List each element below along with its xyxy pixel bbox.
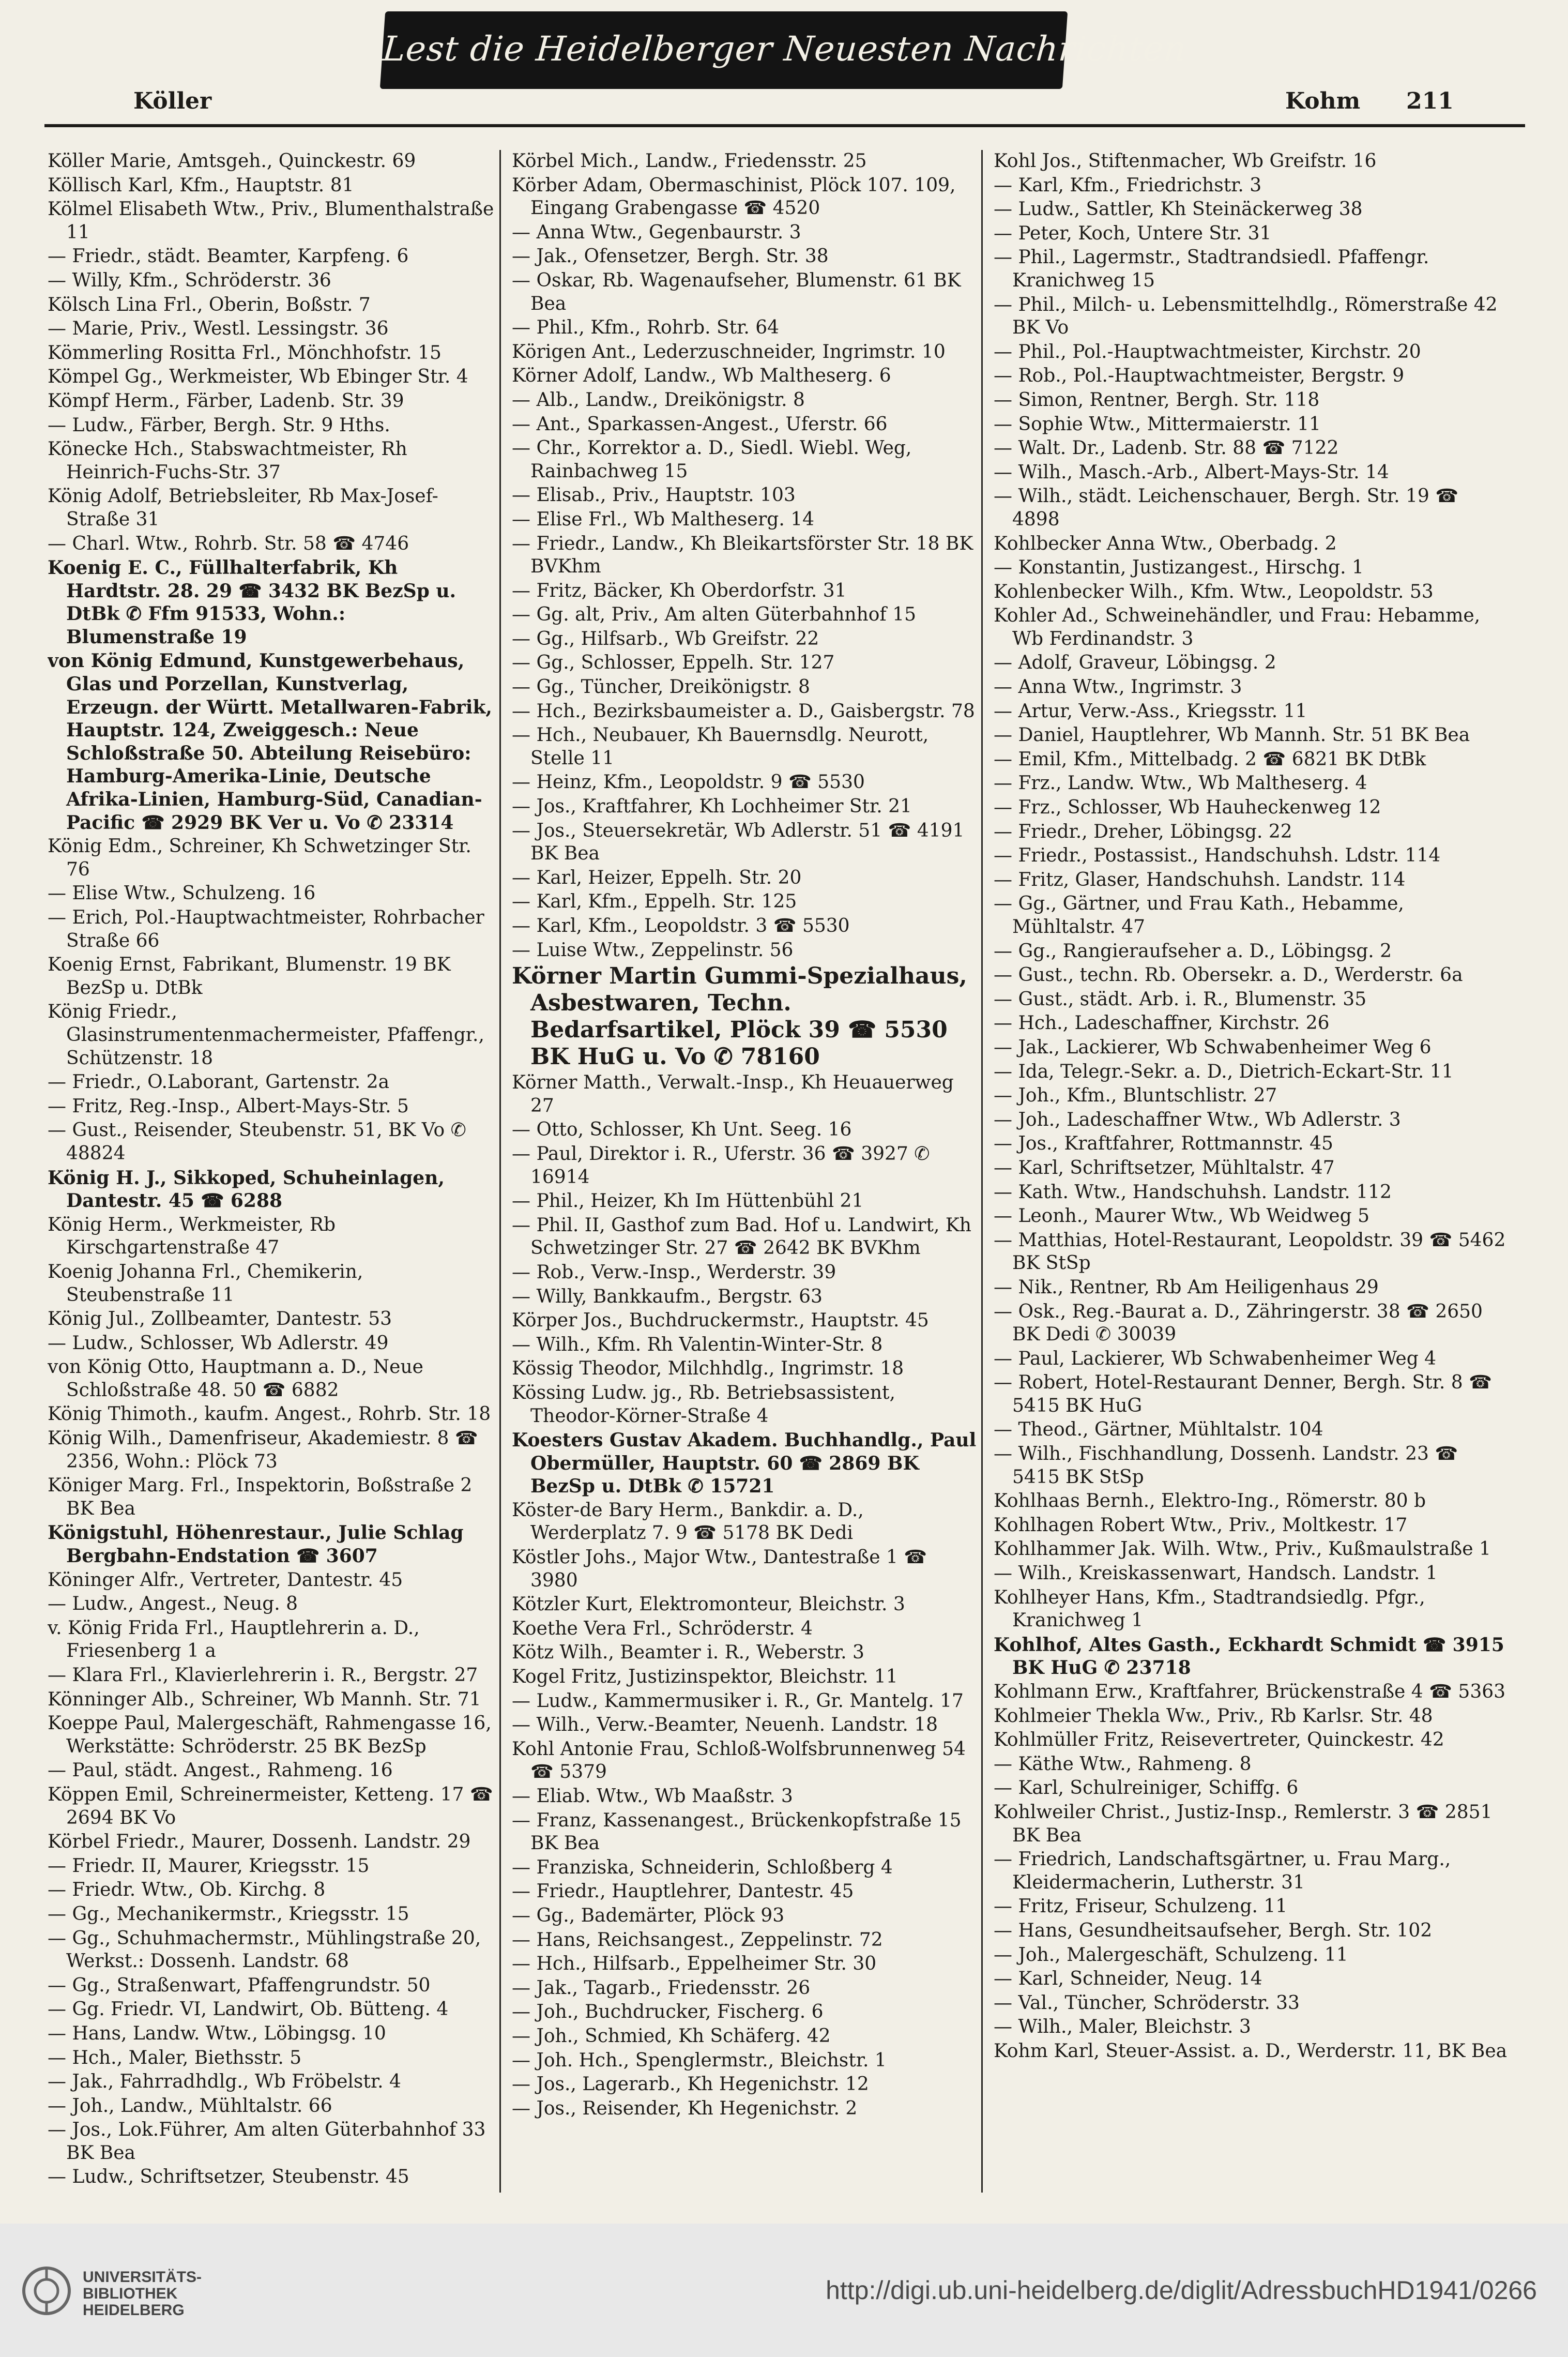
directory-entry: — Eliab. Wtw., Wb Maaßstr. 3 [512, 1786, 793, 1807]
directory-entry: — Ludw., Angest., Neug. 8 [48, 1593, 298, 1615]
directory-entry: Könninger Alb., Schreiner, Wb Mannh. Str. 71 [48, 1688, 481, 1710]
directory-entry: Koesters Gustav Akadem. Buchhandlg., Paul Obermüller, Hauptstr. 60 ☎ 2869 BK BezSp u. DtBk ✆ 15721 [512, 1429, 977, 1498]
directory-entry: — Jak., Ofensetzer, Bergh. Str. 38 [512, 246, 829, 267]
directory-entry: — Anna Wtw., Ingrimstr. 3 [994, 676, 1242, 698]
directory-entry: — Karl, Schulreiniger, Schiffg. 6 [994, 1777, 1299, 1799]
directory-entry: Kohlmann Erw., Kraftfahrer, Brückenstraße 4 ☎ 5363 [994, 1681, 1506, 1702]
directory-entry: — Sophie Wtw., Mittermaierstr. 11 [994, 413, 1321, 435]
directory-entry: — Gg. alt, Priv., Am alten Güterbahnhof 15 [512, 604, 916, 626]
directory-entry: — Gust., städt. Arb. i. R., Blumenstr. 35 [994, 988, 1367, 1010]
directory-entry: König Thimoth., kaufm. Angest., Rohrb. Str. 18 [48, 1403, 491, 1425]
directory-entry: — Ludw., Schriftsetzer, Steubenstr. 45 [48, 2166, 409, 2188]
directory-entry: — Hans, Landw. Wtw., Löbingsg. 10 [48, 2022, 386, 2044]
directory-entry: — Elisab., Priv., Hauptstr. 103 [512, 485, 796, 506]
directory-entry: — Peter, Koch, Untere Str. 31 [994, 222, 1272, 244]
directory-entry: — Otto, Schlosser, Kh Unt. Seeg. 16 [512, 1119, 852, 1141]
directory-entry: — Adolf, Graveur, Löbingsg. 2 [994, 652, 1276, 674]
directory-entry: — Wilh., Kreiskassenwart, Handsch. Landstr. 1 [994, 1563, 1438, 1584]
directory-entry: — Phil., Milch- u. Lebensmittelhdlg., Römerstraße 42 BK Vo [994, 294, 1498, 339]
directory-entry: Körbel Friedr., Maurer, Dossenh. Landstr. 29 [48, 1831, 471, 1853]
directory-entry: — Ida, Telegr.-Sekr. a. D., Dietrich-Eckart-Str. 11 [994, 1061, 1454, 1082]
column-separator [499, 150, 501, 2193]
directory-entry: König Herm., Werkmeister, Rb Kirschgartenstraße 47 [48, 1214, 336, 1259]
directory-entry: Kohl Jos., Stiftenmacher, Wb Greifstr. 16 [994, 150, 1377, 172]
directory-entry: Kömpel Gg., Werkmeister, Wb Ebinger Str. 4 [48, 366, 468, 388]
directory-entry: — Jak., Tagarb., Friedensstr. 26 [512, 1977, 811, 1999]
directory-entry: — Walt. Dr., Ladenb. Str. 88 ☎ 7122 [994, 437, 1339, 459]
directory-entry: — Jak., Lackierer, Wb Schwabenheimer Weg 6 [994, 1036, 1432, 1058]
directory-entry: — Wilh., Masch.-Arb., Albert-Mays-Str. 14 [994, 461, 1389, 483]
banner-text: Lest die Heidelberger Neuesten Nachrichten [381, 29, 1188, 69]
directory-entry: — Marie, Priv., Westl. Lessingstr. 36 [48, 318, 389, 340]
directory-entry: — Jos., Lagerarb., Kh Hegenichstr. 12 [512, 2074, 869, 2095]
directory-entry: Könecke Hch., Stabswachtmeister, Rh Heinrich-Fuchs-Str. 37 [48, 439, 407, 483]
directory-entry: — Ant., Sparkassen-Angest., Uferstr. 66 [512, 413, 888, 435]
directory-entry: Kohlbecker Anna Wtw., Oberbadg. 2 [994, 533, 1337, 554]
directory-entry: — Karl, Kfm., Eppelh. Str. 125 [512, 891, 797, 913]
directory-entry: Kohlweiler Christ., Justiz-Insp., Remlerstr. 3 ☎ 2851 BK Bea [994, 1801, 1493, 1846]
logo-line: HEIDELBERG [83, 2302, 185, 2319]
directory-entry: — Jos., Steuersekretär, Wb Adlerstr. 51 ☎ 4191 BK Bea [512, 820, 965, 865]
directory-entry: — Gg., Tüncher, Dreikönigstr. 8 [512, 676, 810, 698]
directory-entry: — Karl, Schneider, Neug. 14 [994, 1968, 1262, 1990]
directory-entry: — Jos., Reisender, Kh Hegenichstr. 2 [512, 2097, 858, 2119]
directory-entry: — Heinz, Kfm., Leopoldstr. 9 ☎ 5530 [512, 772, 865, 793]
directory-entry: — Wilh., Maler, Bleichstr. 3 [994, 2016, 1251, 2038]
directory-entry: Kössing Ludw. jg., Rb. Betriebsassistent, Theodor-Körner-Straße 4 [512, 1382, 895, 1427]
directory-entry: — Artur, Verw.-Ass., Kriegsstr. 11 [994, 700, 1307, 722]
directory-entry: v. König Frida Frl., Hauptlehrerin a. D., Friesenberg 1 a [48, 1617, 420, 1662]
directory-entry: von König Otto, Hauptmann a. D., Neue Schloßstraße 48. 50 ☎ 6882 [48, 1356, 423, 1401]
directory-entry: — Hch., Bezirksbaumeister a. D., Gaisbergstr. 78 [512, 700, 975, 722]
directory-entry: Köppen Emil, Schreinermeister, Ketteng. 17 ☎ 2694 BK Vo [48, 1784, 493, 1829]
directory-entry: — Jak., Fahrradhdlg., Wb Fröbelstr. 4 [48, 2071, 401, 2093]
directory-entry: — Gg., Straßenwart, Pfaffengrundstr. 50 [48, 1974, 431, 1996]
source-url-link[interactable]: http://digi.ub.uni-heidelberg.de/diglit/AdressbuchHD1941/0266 [826, 2276, 1537, 2305]
directory-entry: — Gg., Hilfsarb., Wb Greifstr. 22 [512, 628, 819, 649]
directory-entry: Köller Marie, Amtsgeh., Quinckestr. 69 [48, 150, 416, 172]
directory-entry: Körner Martin Gummi-Spezialhaus, Asbestwaren, Techn. Bedarfsartikel, Plöck 39 ☎ 5530 BK HuG u. Vo ✆ 78160 [512, 963, 967, 1070]
directory-entry: — Phil., Heizer, Kh Im Hüttenbühl 21 [512, 1190, 864, 1212]
directory-entry: — Friedr., städt. Beamter, Karpfeng. 6 [48, 246, 409, 267]
directory-entry: — Willy, Bankkaufm., Bergstr. 63 [512, 1286, 823, 1307]
logo-line: UNIVERSITÄTS- [83, 2269, 202, 2286]
directory-entry: — Matthias, Hotel-Restaurant, Leopoldstr. 39 ☎ 5462 BK StSp [994, 1229, 1506, 1274]
directory-entry: — Joh., Schmied, Kh Schäferg. 42 [512, 2025, 831, 2047]
running-head-right: Kohm [1285, 88, 1361, 114]
header-rule [44, 124, 1525, 127]
directory-entry: Kölsch Lina Frl., Oberin, Boßstr. 7 [48, 294, 371, 315]
directory-entry: Koenig E. C., Füllhalterfabrik, Kh Hardtstr. 28. 29 ☎ 3432 BK BezSp u. DtBk ✆ Ffm 91533, Wohn.: Blumenstraße 19 [48, 557, 456, 648]
directory-entry: — Fritz, Friseur, Schulzeng. 11 [994, 1896, 1288, 1917]
directory-entry: Köllisch Karl, Kfm., Hauptstr. 81 [48, 174, 354, 196]
directory-entry: — Theod., Gärtner, Mühltalstr. 104 [994, 1419, 1323, 1441]
directory-entry: — Wilh., Fischhandlung, Dossenh. Landstr. 23 ☎ 5415 BK StSp [994, 1443, 1458, 1488]
directory-entry: Körner Adolf, Landw., Wb Maltheserg. 6 [512, 365, 891, 387]
directory-entry: Körper Jos., Buchdruckermstr., Hauptstr. 45 [512, 1310, 929, 1332]
directory-entry: — Fritz, Reg.-Insp., Albert-Mays-Str. 5 [48, 1095, 409, 1117]
directory-entry: — Fritz, Bäcker, Kh Oberdorfstr. 31 [512, 580, 847, 601]
directory-entry: — Robert, Hotel-Restaurant Denner, Bergh. Str. 8 ☎ 5415 BK HuG [994, 1372, 1492, 1416]
directory-entry: — Friedr., O.Laborant, Gartenstr. 2a [48, 1071, 390, 1093]
directory-entry: — Fritz, Glaser, Handschuhsh. Landstr. 114 [994, 869, 1406, 890]
page-number: 211 [1406, 88, 1454, 114]
directory-entry: — Gg., Rangieraufseher a. D., Löbingsg. 2 [994, 940, 1392, 962]
directory-entry: — Leonh., Maurer Wtw., Wb Weidweg 5 [994, 1205, 1369, 1227]
directory-entry: — Gg., Gärtner, und Frau Kath., Hebamme, Mühltalstr. 47 [994, 893, 1404, 938]
directory-entry: — Hans, Reichsangest., Zeppelinstr. 72 [512, 1929, 883, 1951]
directory-entry: — Ludw., Kammermusiker i. R., Gr. Mantelg. 17 [512, 1690, 964, 1712]
directory-entry: — Hch., Maler, Biethsstr. 5 [48, 2047, 302, 2068]
directory-entry: — Konstantin, Justizangest., Hirschg. 1 [994, 557, 1364, 579]
directory-entry: Koeppe Paul, Malergeschäft, Rahmengasse 16, Werkstätte: Schröderstr. 25 BK BezSp [48, 1713, 492, 1757]
directory-entry: — Ludw., Färber, Bergh. Str. 9 Hths. [48, 414, 390, 436]
directory-entry: Kohlhammer Jak. Wilh. Wtw., Priv., Kußmaulstraße 1 [994, 1538, 1491, 1560]
directory-entry: — Charl. Wtw., Rohrb. Str. 58 ☎ 4746 [48, 533, 409, 554]
directory-column-1 [48, 150, 497, 2198]
directory-entry: Kötzler Kurt, Elektromonteur, Bleichstr. 3 [512, 1594, 905, 1615]
directory-entry: Körbel Mich., Landw., Friedensstr. 25 [512, 150, 867, 172]
directory-column-3 [994, 150, 1511, 2198]
column-separator [981, 150, 983, 2193]
directory-entry: — Käthe Wtw., Rahmeng. 8 [994, 1753, 1252, 1775]
directory-entry: Kölmel Elisabeth Wtw., Priv., Blumenthalstraße 11 [48, 199, 494, 243]
directory-entry: Kohlenbecker Wilh., Kfm. Wtw., Leopoldstr. 53 [994, 581, 1434, 602]
directory-entry: König Edm., Schreiner, Kh Schwetzinger Str. 76 [48, 836, 471, 880]
directory-entry: — Frz., Schlosser, Wb Hauheckenweg 12 [994, 797, 1381, 819]
directory-entry: — Hch., Hilfsarb., Eppelheimer Str. 30 [512, 1953, 877, 1975]
directory-entry: — Joh., Buchdrucker, Fischerg. 6 [512, 2001, 824, 2023]
directory-entry: — Friedr. II, Maurer, Kriegsstr. 15 [48, 1855, 370, 1877]
directory-entry: Kogel Fritz, Justizinspektor, Bleichstr. 11 [512, 1666, 898, 1688]
directory-entry: — Phil., Kfm., Rohrb. Str. 64 [512, 317, 780, 339]
directory-entry: — Paul, Lackierer, Wb Schwabenheimer Weg 4 [994, 1348, 1437, 1369]
directory-entry: — Friedr. Wtw., Ob. Kirchg. 8 [48, 1879, 326, 1901]
directory-entry: — Ludw., Sattler, Kh Steinäckerweg 38 [994, 199, 1363, 220]
university-seal-icon [21, 2265, 72, 2317]
directory-entry: Kössig Theodor, Milchhdlg., Ingrimstr. 18 [512, 1358, 904, 1380]
directory-entry: — Jos., Lok.Führer, Am alten Güterbahnhof 33 BK Bea [48, 2119, 486, 2164]
footer-bar [0, 2224, 1568, 2357]
directory-entry: Körner Matth., Verwalt.-Insp., Kh Heuauerweg 27 [512, 1072, 954, 1116]
directory-entry: — Joh., Malergeschäft, Schulzeng. 11 [994, 1944, 1348, 1966]
directory-entry: — Simon, Rentner, Bergh. Str. 118 [994, 389, 1320, 411]
directory-entry: Königstuhl, Höhenrestaur., Julie Schlag Bergbahn-Endstation ☎ 3607 [48, 1522, 464, 1567]
directory-entry: — Frz., Landw. Wtw., Wb Maltheserg. 4 [994, 773, 1367, 794]
directory-entry: — Daniel, Hauptlehrer, Wb Mannh. Str. 51 BK Bea [994, 724, 1470, 746]
directory-entry: — Phil. II, Gasthof zum Bad. Hof u. Landwirt, Kh Schwetzinger Str. 27 ☎ 2642 BK BVKhm [512, 1214, 971, 1259]
directory-entry: — Hch., Ladeschaffner, Kirchstr. 26 [994, 1013, 1330, 1034]
directory-entry: Körigen Ant., Lederzuschneider, Ingrimstr. 10 [512, 341, 946, 362]
directory-entry: Königer Marg. Frl., Inspektorin, Boßstraße 2 BK Bea [48, 1475, 473, 1519]
directory-entry: — Kath. Wtw., Handschuhsh. Landstr. 112 [994, 1181, 1392, 1203]
directory-entry: König Jul., Zollbeamter, Dantestr. 53 [48, 1308, 392, 1330]
directory-entry: — Luise Wtw., Zeppelinstr. 56 [512, 939, 794, 961]
directory-entry: — Hans, Gesundheitsaufseher, Bergh. Str. 102 [994, 1920, 1433, 1941]
directory-entry: — Gust., Reisender, Steubenstr. 51, BK Vo ✆ 48824 [48, 1120, 466, 1164]
directory-entry: Kohler Ad., Schweinehändler, und Frau: Hebamme, Wb Ferdinandstr. 3 [994, 605, 1481, 649]
directory-entry: — Karl, Heizer, Eppelh. Str. 20 [512, 867, 802, 888]
logo-line: BIBLIOTHEK [83, 2285, 178, 2302]
directory-entry: — Willy, Kfm., Schröderstr. 36 [48, 269, 331, 291]
directory-entry: — Karl, Schriftsetzer, Mühltalstr. 47 [994, 1157, 1335, 1178]
directory-entry: — Klara Frl., Klavierlehrerin i. R., Bergstr. 27 [48, 1665, 478, 1686]
directory-entry: — Paul, Direktor i. R., Uferstr. 36 ☎ 3927 ✆ 16914 [512, 1143, 930, 1188]
directory-entry: — Hch., Neubauer, Kh Bauernsdlg. Neurott, Stelle 11 [512, 724, 929, 769]
directory-entry: — Joh. Hch., Spenglermstr., Bleichstr. 1 [512, 2049, 887, 2071]
directory-entry: von König Edmund, Kunstgewerbehaus, Glas und Porzellan, Kunstverlag, Erzeugn. der Württ. Metallwaren-Fabrik, Hauptstr. 124, Zweiggesch.: Neue Schloßstraße 50. Abteilung Reisebüro: Hamburg-Amerika-Linie, Deutsche Afrika-Linien, Hamburg-Süd, Canadian-Pacific ☎ 2929 BK Ver u. Vo ✆ 23314 [48, 650, 492, 834]
directory-entry: — Nik., Rentner, Rb Am Heiligenhaus 29 [994, 1276, 1379, 1298]
directory-entry: — Gg., Schlosser, Eppelh. Str. 127 [512, 652, 835, 674]
directory-column-2 [512, 150, 977, 2198]
directory-entry: Kohlhagen Robert Wtw., Priv., Moltkestr. 17 [994, 1514, 1408, 1536]
directory-entry: König H. J., Sikkoped, Schuheinlagen, Dantestr. 45 ☎ 6288 [48, 1167, 445, 1212]
directory-entry: — Friedr., Postassist., Handschuhsh. Ldstr. 114 [994, 845, 1441, 867]
directory-entry: Körber Adam, Obermaschinist, Plöck 107. 109, Eingang Grabengasse ☎ 4520 [512, 174, 956, 219]
directory-entry: — Wilh., Kfm. Rh Valentin-Winter-Str. 8 [512, 1334, 883, 1355]
directory-entry: — Chr., Korrektor a. D., Siedl. Wiebl. Weg, Rainbachweg 15 [512, 437, 912, 482]
directory-entry: Kohlheyer Hans, Kfm., Stadtrandsiedlg. Pfgr., Kranichweg 1 [994, 1587, 1425, 1631]
directory-entry: Kömmerling Rositta Frl., Mönchhofstr. 15 [48, 342, 442, 364]
directory-entry: Köster-de Bary Herm., Bankdir. a. D., Werderplatz 7. 9 ☎ 5178 BK Dedi [512, 1499, 864, 1544]
directory-entry: — Friedr., Dreher, Löbingsg. 22 [994, 821, 1292, 842]
directory-entry: Kohlmeier Thekla Ww., Priv., Rb Karlsr. Str. 48 [994, 1705, 1433, 1727]
directory-entry: — Erich, Pol.-Hauptwachtmeister, Rohrbacher Straße 66 [48, 907, 484, 951]
directory-entry: Köninger Alfr., Vertreter, Dantestr. 45 [48, 1569, 403, 1591]
directory-entry: König Friedr., Glasinstrumentenmachermeister, Pfaffengr., Schützenstr. 18 [48, 1001, 484, 1069]
directory-entry: Kohm Karl, Steuer-Assist. a. D., Werderstr. 11, BK Bea [994, 2040, 1508, 2062]
directory-entry: Koethe Vera Frl., Schröderstr. 4 [512, 1618, 813, 1639]
directory-entry: — Anna Wtw., Gegenbaurstr. 3 [512, 221, 801, 243]
directory-entry: — Osk., Reg.-Baurat a. D., Zähringerstr. 38 ☎ 2650 BK Dedi ✆ 30039 [994, 1301, 1483, 1346]
directory-entry: — Jos., Kraftfahrer, Kh Lochheimer Str. 21 [512, 796, 912, 818]
directory-entry: — Phil., Pol.-Hauptwachtmeister, Kirchstr. 20 [994, 341, 1421, 362]
directory-entry: Kohlmüller Fritz, Reisevertreter, Quinckestr. 42 [994, 1729, 1444, 1751]
directory-entry: — Franziska, Schneiderin, Schloßberg 4 [512, 1856, 893, 1878]
directory-entry: Kömpf Herm., Färber, Ladenb. Str. 39 [48, 390, 404, 412]
directory-entry: Koenig Johanna Frl., Chemikerin, Steubenstraße 11 [48, 1261, 363, 1306]
directory-entry: — Gust., techn. Rb. Obersekr. a. D., Werderstr. 6a [994, 964, 1463, 986]
directory-entry: — Rob., Verw.-Insp., Werderstr. 39 [512, 1261, 836, 1283]
directory-entry: — Paul, städt. Angest., Rahmeng. 16 [48, 1760, 393, 1781]
directory-entry: — Val., Tüncher, Schröderstr. 33 [994, 1992, 1300, 2014]
directory-entry: — Wilh., städt. Leichenschauer, Bergh. Str. 19 ☎ 4898 [994, 486, 1459, 530]
directory-entry: — Oskar, Rb. Wagenaufseher, Blumenstr. 61 BK Bea [512, 269, 961, 314]
directory-entry: — Friedr., Hauptlehrer, Dantestr. 45 [512, 1881, 854, 1902]
directory-entry: — Joh., Kfm., Bluntschlistr. 27 [994, 1085, 1277, 1107]
directory-entry: — Friedr., Landw., Kh Bleikartsförster Str. 18 BK BVKhm [512, 533, 973, 578]
running-head-left: Köller [133, 88, 212, 114]
directory-entry: Köstler Johs., Major Wtw., Dantestraße 1 ☎ 3980 [512, 1547, 927, 1591]
directory-entry: Kohl Antonie Frau, Schloß-Wolfsbrunnenweg 54 ☎ 5379 [512, 1738, 966, 1783]
directory-entry: — Joh., Ladeschaffner Wtw., Wb Adlerstr. 3 [994, 1109, 1401, 1130]
directory-entry: Koenig Ernst, Fabrikant, Blumenstr. 19 BK BezSp u. DtBk [48, 954, 451, 999]
directory-entry: — Ludw., Schlosser, Wb Adlerstr. 49 [48, 1332, 389, 1354]
directory-entry: — Gg., Schuhmachermstr., Mühlingstraße 20, Werkst.: Dossenh. Landstr. 68 [48, 1927, 481, 1972]
directory-entry: — Alb., Landw., Dreikönigstr. 8 [512, 389, 805, 411]
directory-entry: — Jos., Kraftfahrer, Rottmannstr. 45 [994, 1133, 1333, 1155]
directory-entry: — Karl, Kfm., Leopoldstr. 3 ☎ 5530 [512, 915, 850, 936]
directory-entry: — Franz, Kassenangest., Brückenkopfstraße 15 BK Bea [512, 1809, 962, 1854]
directory-entry: Kohlhof, Altes Gasth., Eckhardt Schmidt ☎ 3915 BK HuG ✆ 23718 [994, 1634, 1504, 1679]
directory-entry: — Emil, Kfm., Mittelbadg. 2 ☎ 6821 BK DtBk [994, 748, 1426, 770]
directory-entry: — Karl, Kfm., Friedrichstr. 3 [994, 174, 1262, 196]
directory-entry: König Wilh., Damenfriseur, Akademiestr. 8 ☎ 2356, Wohn.: Plöck 73 [48, 1428, 478, 1472]
directory-entry: — Gg. Friedr. VI, Landwirt, Ob. Bütteng. 4 [48, 1999, 449, 2020]
directory-entry: Kötz Wilh., Beamter i. R., Weberstr. 3 [512, 1642, 864, 1664]
directory-entry: — Gg., Mechanikermstr., Kriegsstr. 15 [48, 1903, 409, 1925]
directory-entry: — Phil., Lagermstr., Stadtrandsiedl. Pfaffengr. Kranichweg 15 [994, 247, 1429, 291]
directory-entry: Kohlhaas Bernh., Elektro-Ing., Römerstr. 80 b [994, 1490, 1426, 1512]
directory-entry: — Joh., Landw., Mühltalstr. 66 [48, 2095, 332, 2117]
newspaper-banner [380, 11, 1188, 89]
directory-entry: König Adolf, Betriebsleiter, Rb Max-Josef-Straße 31 [48, 486, 438, 530]
directory-entry: — Rob., Pol.-Hauptwachtmeister, Bergstr. 9 [994, 365, 1405, 387]
directory-entry: — Friedrich, Landschaftsgärtner, u. Frau Marg., Kleidermacherin, Lutherstr. 31 [994, 1849, 1451, 1893]
directory-entry: — Elise Frl., Wb Maltheserg. 14 [512, 508, 815, 530]
directory-entry: — Gg., Bademärter, Plöck 93 [512, 1905, 785, 1926]
library-logo-text [83, 2269, 202, 2319]
directory-entry: — Wilh., Verw.-Beamter, Neuenh. Landstr. 18 [512, 1714, 938, 1736]
directory-entry: — Elise Wtw., Schulzeng. 16 [48, 883, 316, 904]
